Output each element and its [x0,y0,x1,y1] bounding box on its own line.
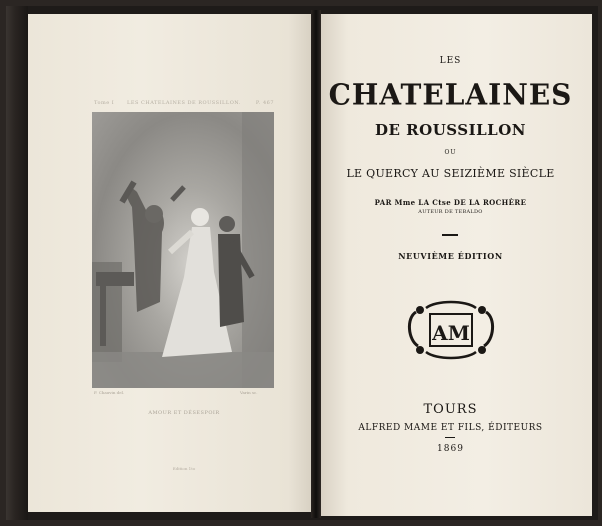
plate-header-text: LES CHATELAINES DE ROUSSILLON. [127,100,241,106]
engraving-scene [92,112,274,388]
book-title: CHATELAINES [328,77,573,112]
engraver-left-credit: F. Chauvin del. [94,390,125,395]
alternate-title: LE QUERCY AU SEIZIÈME SIÈCLE [346,167,555,180]
book-subtitle: DE ROUSSILLON [375,121,526,139]
publisher-mark-letters: AM [432,321,470,345]
publisher-rule [445,437,455,438]
title-ou: OU [444,149,457,156]
page-mark: P. 467 [255,100,274,106]
plate-edition-note: Edition 1to [172,466,196,471]
publisher-city: TOURS [423,402,478,417]
tome-mark: Tome I [94,100,115,106]
author-line: PAR Mme LA Ctse DE LA ROCHÈRE [374,198,527,207]
frontispiece-engraving [92,112,274,388]
title-les: LES [439,56,462,66]
binding-edge [6,6,28,520]
edition-line: NEUVIÈME ÉDITION [398,251,503,261]
publisher-mark-icon [406,300,496,360]
publication-year: 1869 [437,444,464,454]
plate-title: AMOUR ET DÉSESPOIR [148,410,220,416]
publisher-name: ALFRED MAME ET FILS, ÉDITEURS [358,423,543,433]
title-rule [442,234,458,236]
author-note: AUTEUR DE TEBALDO [418,209,483,215]
plate-header [94,100,274,108]
engraver-right-credit: Varin sc. [240,390,258,395]
